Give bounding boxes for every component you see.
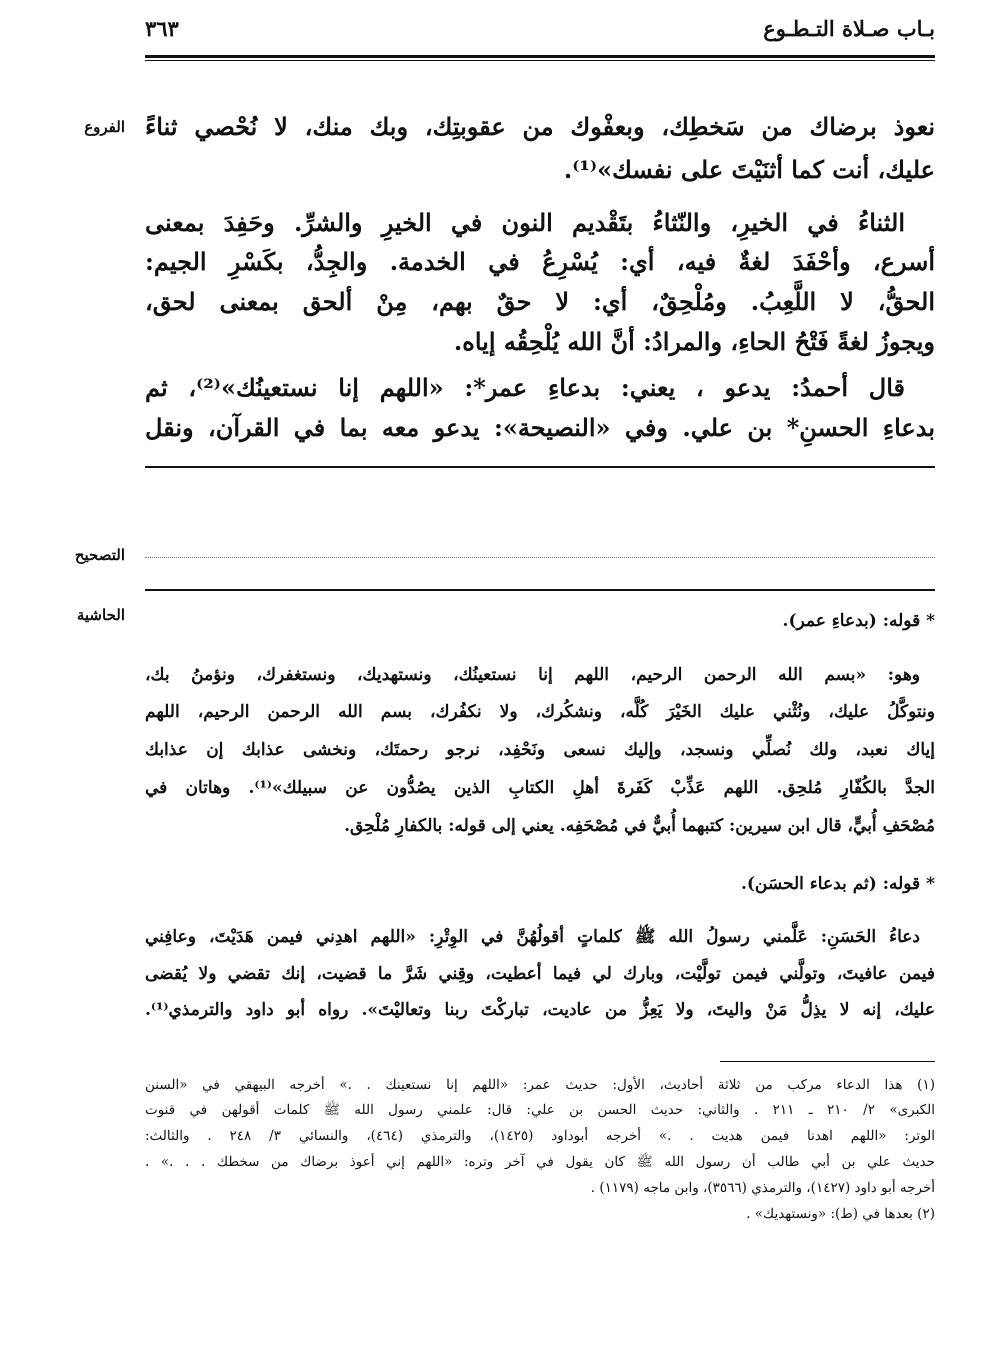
hashiya-heading: * قوله: (ثم بدعاء الحسَن). xyxy=(740,874,935,894)
hashiya-line: مُصْحَفِ أُبيٍّ، قال ابن سيرين: كتبهما أُبيٌّ في مُصْحَفِه. يعني إلى قوله: بالكفارِ مُلْحِق. xyxy=(344,816,935,836)
hashiya-line: إياك نعبد، ولك نُصلِّي ونسجد، وإليك نسعى ونَحْفِد، نرجو رحمتَك، ونخشى عذابك إن عذابك xyxy=(145,740,935,760)
footnote-line: (١) هذا الدعاء مركب من ثلاثة أحاديث، الأول: حديث عمر: «اللهم إنا نستعينك . .» أخرجه البيهقي في «السنن xyxy=(145,1077,935,1093)
header-rule-thin xyxy=(145,60,935,61)
page-number: ٣٦٣ xyxy=(145,16,179,41)
footnote-line: الوتر: «اللهم اهدنا فيمن هديت . .» أخرجه أبوداود (١٤٢٥)، والترمذي (٤٦٤)، والنسائي ٣/ ٢٤٨ . والثالث: xyxy=(145,1128,935,1144)
footnote-rule xyxy=(720,1061,935,1062)
main-text-line: الحقُّ، لا اللَّعِبُ. ومُلْحِقٌ، أي: لا حقٌ بهم، مِنْ ألحق بمعنى لحق، xyxy=(145,287,935,316)
chapter-title: بـاب صـلاة التـطـوع xyxy=(763,16,935,41)
footnote-line: حديث علي بن أبي طالب أن رسول الله ﷺ كان يقول في آخر وتره: «اللهم إني أعوذ برضاك من سخطك . . .» . xyxy=(145,1154,935,1170)
tashih-rule xyxy=(145,589,935,591)
hashiya-line: دعاءُ الحَسَنِ: عَلَّمني رسولُ الله ﷺ كلماتٍ أقولُهُنَّ في الوِتْرِ: «اللهم اهدِني فيمن هَدَيْتَ، وعافِني xyxy=(145,927,920,947)
label-hashiya: الحاشية xyxy=(76,606,125,624)
header-rule xyxy=(145,55,935,58)
main-text-line: أسرع، وأحْفَدَ لغةٌ فيه، أي: يُسْرِعُ في الخدمة. والجِدُّ، بكَسْرِ الجيم: xyxy=(145,247,935,276)
tashih-dotted-line xyxy=(145,557,935,558)
footnote-line: (٢) بعدها في (ط): «ونستهديك» . xyxy=(746,1206,935,1222)
hashiya-line: عليك، إنه لا يذِلُّ مَنْ واليتَ، ولا يَعِزُّ من عاديت، تباركْتَ ربنا وتعاليْتَ». رواه أبو داود والترمذي⁽¹⁾. xyxy=(145,1000,935,1020)
hashiya-line: فيمن عافيتَ، وتولَّني فيمن تولَّيْت، وبارك لي فيما أعطيت، وقِني شَرَّ ما قضيت، إنك تقضي ولا يُقضى xyxy=(145,964,935,984)
main-text-line: قال أحمدُ: يدعو ، يعني: بدعاءِ عمر*: «اللهم إنا نستعينُك»⁽²⁾، ثم xyxy=(145,373,905,402)
footnote-line: الكبرى» ٢/ ٢١٠ ـ ٢١١ . والثاني: حديث الحسن بن علي: قال: علمني رسول الله ﷺ كلمات أقولهن في قنوت xyxy=(145,1102,935,1118)
hashiya-line: الجدَّ بالكُفّارِ مُلحِق. اللهم عَذِّبْ كَفَرةَ أهلِ الكتابِ الذين يصُدُّون عن سبيلك»⁽¹⁾. وهاتان في xyxy=(145,778,935,798)
main-text-rule xyxy=(145,466,935,468)
main-text-line: الثناءُ في الخيرِ، والنّثاءُ بتَقْديم النون في الخيرِ والشرِّ. وحَفِدَ بمعنى xyxy=(145,208,905,237)
main-text-line: عليك، أنت كما أثنَيْتَ على نفسك»⁽¹⁾. xyxy=(563,155,935,184)
footnote-line: أخرجه أبو داود (١٤٢٧)، والترمذي (٣٥٦٦)، وابن ماجه (١١٧٩) . xyxy=(590,1180,935,1196)
label-tashih: التصحيح xyxy=(74,546,125,564)
hashiya-line: وهو: «بسم الله الرحمن الرحيم، اللهم إنا نستعينُك، ونستهديك، ونستغفرك، ونؤمنُ بك، xyxy=(145,665,920,685)
main-text-line: نعوذ برضاك من سَخطِك، وبعفْوك من عقوبتِك، وبك منك، لا نُحْصي ثناءً xyxy=(145,112,935,141)
main-text-line: ويجوزُ لغةً فَتْحُ الحاءِ، والمرادُ: أنَّ الله يُلْحِقُه إياه. xyxy=(453,327,935,356)
main-text-line: بدعاءِ الحسنِ* بن علي. وفي «النصيحة»: يدعو معه بما في القرآن، ونقل xyxy=(145,413,935,442)
hashiya-heading: * قوله: (بدعاءِ عمر). xyxy=(782,611,935,631)
label-furu: الفروع xyxy=(84,118,125,136)
hashiya-line: ونتوكَّلُ عليك، ونُثْني عليك الخَيْرَ كُلَّه، ونشكُرك، ولا نكفُرك، بسم الله الرحمن الرحيم، اللهم xyxy=(145,702,935,722)
